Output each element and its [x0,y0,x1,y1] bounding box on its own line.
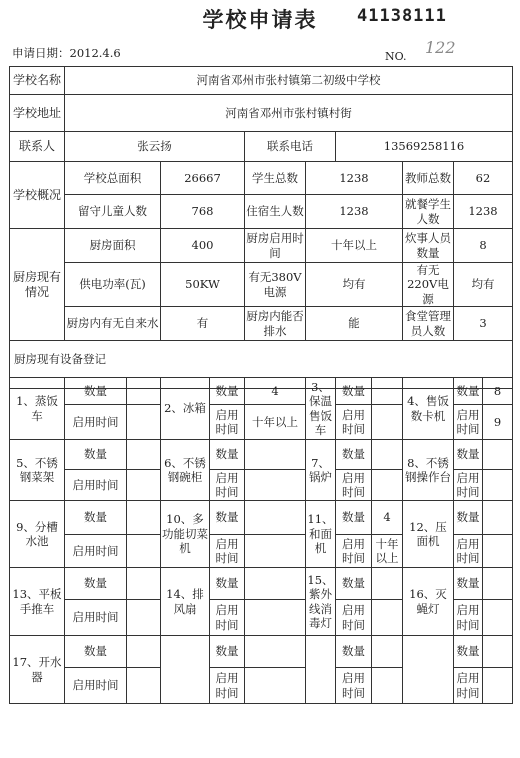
equipment-qty-value [483,501,513,535]
equipment-name: 1、蒸饭车 [10,378,65,440]
equipment-name: 13、平板手推车 [10,568,65,636]
left-behind-value: 768 [161,195,245,229]
equipment-qty-value [483,440,513,470]
equipment-name: 10、多功能切菜机 [161,501,210,568]
equipment-qty-label: 数量 [210,568,245,600]
equipment-qty-label: 数量 [454,636,483,668]
equipment-name: 4、售饭数卡机 [403,378,454,440]
power-value: 50KW [161,263,245,307]
drain-value: 能 [306,307,403,341]
v380-value: 均有 [306,263,403,307]
equipment-qty-label: 数量 [454,501,483,535]
v220-label: 有无220V电源 [403,263,454,307]
equipment-qty-value [372,378,403,405]
phone-value: 13569258116 [336,132,513,162]
equipment-qty-value [245,636,306,668]
school-name-value: 河南省邓州市张村镇第二初级中学校 [65,67,513,95]
equipment-since-value [372,405,403,440]
equipment-since-label: 启用时间 [210,405,245,440]
drain-label: 厨房内能否排水 [245,307,306,341]
equipment-qty-label: 数量 [336,378,372,405]
equipment-since-label: 启用时间 [65,405,127,440]
equipment-since-label: 启用时间 [336,600,372,636]
left-behind-label: 留守儿童人数 [65,195,161,229]
equipment-qty-value [483,568,513,600]
equipment-since-label: 启用时间 [65,470,127,501]
equipment-name: 11、和面机 [306,501,336,568]
equipment-qty-value [127,440,161,470]
equipment-table [9,377,513,704]
phone-label: 联系电话 [245,132,336,162]
equipment-since-value [127,668,161,704]
water-label: 厨房内有无自来水 [65,307,161,341]
school-address-value: 河南省邓州市张村镇村街 [65,95,513,132]
equipment-name: 3、保温售饭车 [306,378,336,440]
equipment-qty-label: 数量 [336,568,372,600]
equipment-since-label: 启用时间 [336,535,372,568]
equipment-since-label: 启用时间 [454,470,483,501]
equipment-name: 8、不锈钢操作台 [403,440,454,501]
contact-label: 联系人 [10,132,65,162]
equipment-since-value [245,600,306,636]
kitchen-since-value: 十年以上 [306,229,403,263]
equipment-since-label: 启用时间 [336,470,372,501]
equipment-qty-value [127,501,161,535]
application-date [12,45,121,61]
equipment-since-value: 十年以上 [372,535,403,568]
equipment-name: 6、不锈钢碗柜 [161,440,210,501]
equipment-since-label: 启用时间 [210,668,245,704]
equipment-name: 14、排风扇 [161,568,210,636]
contact-value: 张云扬 [65,132,245,162]
equipment-qty-value [483,636,513,668]
equipment-since-label: 启用时间 [454,535,483,568]
equipment-since-label: 启用时间 [336,405,372,440]
equipment-qty-value [127,568,161,600]
equipment-since-value [127,600,161,636]
equipment-qty-label: 数量 [336,501,372,535]
equipment-qty-label: 数量 [210,378,245,405]
kitchen-staff-label: 炊事人员数量 [403,229,454,263]
equipment-name: 17、开水器 [10,636,65,704]
handwritten-number: 122 [425,38,456,57]
school-name-label: 学校名称 [10,67,65,95]
equipment-name: 7、锅炉 [306,440,336,501]
equipment-qty-label: 数量 [210,440,245,470]
teachers-value: 62 [454,162,513,195]
v220-value: 均有 [454,263,513,307]
equipment-qty-value [127,636,161,668]
equipment-since-value [483,668,513,704]
equipment-since-label: 启用时间 [454,668,483,704]
serial-number: 41138111 [357,6,447,26]
equipment-since-value [483,600,513,636]
equipment-since-label: 启用时间 [454,405,483,440]
equipment-section-title: 厨房现有设备登记 [10,341,513,377]
equipment-qty-value: 4 [372,501,403,535]
equipment-name: 9、分槽水池 [10,501,65,568]
equipment-qty-label: 数量 [454,568,483,600]
form-title: 学校申请表 [202,7,318,32]
equipment-name: 12、压面机 [403,501,454,568]
equipment-qty-value [372,568,403,600]
equipment-since-value [483,535,513,568]
equipment-qty-value [245,568,306,600]
equipment-qty-label: 数量 [210,636,245,668]
equipment-qty-value [127,378,161,405]
date-label: 申请日期： [12,46,70,60]
equipment-name [161,636,210,704]
boarders-label: 住宿生人数 [245,195,306,229]
equipment-qty-value [245,440,306,470]
equipment-qty-label: 数量 [65,636,127,668]
students-value: 1238 [306,162,403,195]
equipment-since-value [372,668,403,704]
boarders-value: 1238 [306,195,403,229]
equipment-name: 15、紫外线消毒灯 [306,568,336,636]
equipment-qty-value: 4 [245,378,306,405]
students-label: 学生总数 [245,162,306,195]
equipment-since-value [245,470,306,501]
equipment-since-label: 启用时间 [454,600,483,636]
equipment-since-label: 启用时间 [210,470,245,501]
kitchen-label: 厨房现有情况 [10,229,65,341]
equipment-since-label: 启用时间 [65,668,127,704]
application-form-table [9,66,513,389]
equipment-name [306,636,336,704]
equipment-since-value [372,470,403,501]
managers-label: 食堂管理员人数 [403,307,454,341]
overview-label: 学校概况 [10,162,65,229]
equipment-qty-value [245,501,306,535]
school-address-label: 学校地址 [10,95,65,132]
equipment-name [403,636,454,704]
number-label: NO. [385,50,407,63]
power-label: 供电功率(瓦) [65,263,161,307]
diners-label: 就餐学生人数 [403,195,454,229]
equipment-qty-label: 数量 [336,636,372,668]
equipment-qty-value [372,636,403,668]
kitchen-area-label: 厨房面积 [65,229,161,263]
equipment-qty-value [372,440,403,470]
equipment-since-value [127,470,161,501]
equipment-qty-label: 数量 [210,501,245,535]
kitchen-since-label: 厨房启用时间 [245,229,306,263]
teachers-label: 教师总数 [403,162,454,195]
equipment-since-label: 启用时间 [336,668,372,704]
equipment-since-value [245,535,306,568]
equipment-since-label: 启用时间 [65,535,127,568]
equipment-since-value [245,668,306,704]
equipment-name: 16、灭蝇灯 [403,568,454,636]
school-area-label: 学校总面积 [65,162,161,195]
equipment-since-value [127,535,161,568]
equipment-name: 2、冰箱 [161,378,210,440]
v380-label: 有无380V电源 [245,263,306,307]
equipment-since-value [483,470,513,501]
equipment-since-value: 9 [483,405,513,440]
equipment-qty-label: 数量 [65,378,127,405]
equipment-since-label: 启用时间 [65,600,127,636]
managers-value: 3 [454,307,513,341]
date-value: 2012.4.6 [69,46,121,60]
equipment-since-label: 启用时间 [210,535,245,568]
kitchen-staff-value: 8 [454,229,513,263]
equipment-qty-value: 8 [483,378,513,405]
equipment-name: 5、不锈钢菜架 [10,440,65,501]
equipment-qty-label: 数量 [336,440,372,470]
equipment-since-label: 启用时间 [210,600,245,636]
equipment-since-value [127,405,161,440]
water-value: 有 [161,307,245,341]
school-area-value: 26667 [161,162,245,195]
kitchen-area-value: 400 [161,229,245,263]
equipment-since-value [372,600,403,636]
diners-value: 1238 [454,195,513,229]
equipment-since-value: 十年以上 [245,405,306,440]
equipment-qty-label: 数量 [65,501,127,535]
equipment-qty-label: 数量 [454,378,483,405]
equipment-qty-label: 数量 [65,440,127,470]
equipment-qty-label: 数量 [65,568,127,600]
equipment-qty-label: 数量 [454,440,483,470]
